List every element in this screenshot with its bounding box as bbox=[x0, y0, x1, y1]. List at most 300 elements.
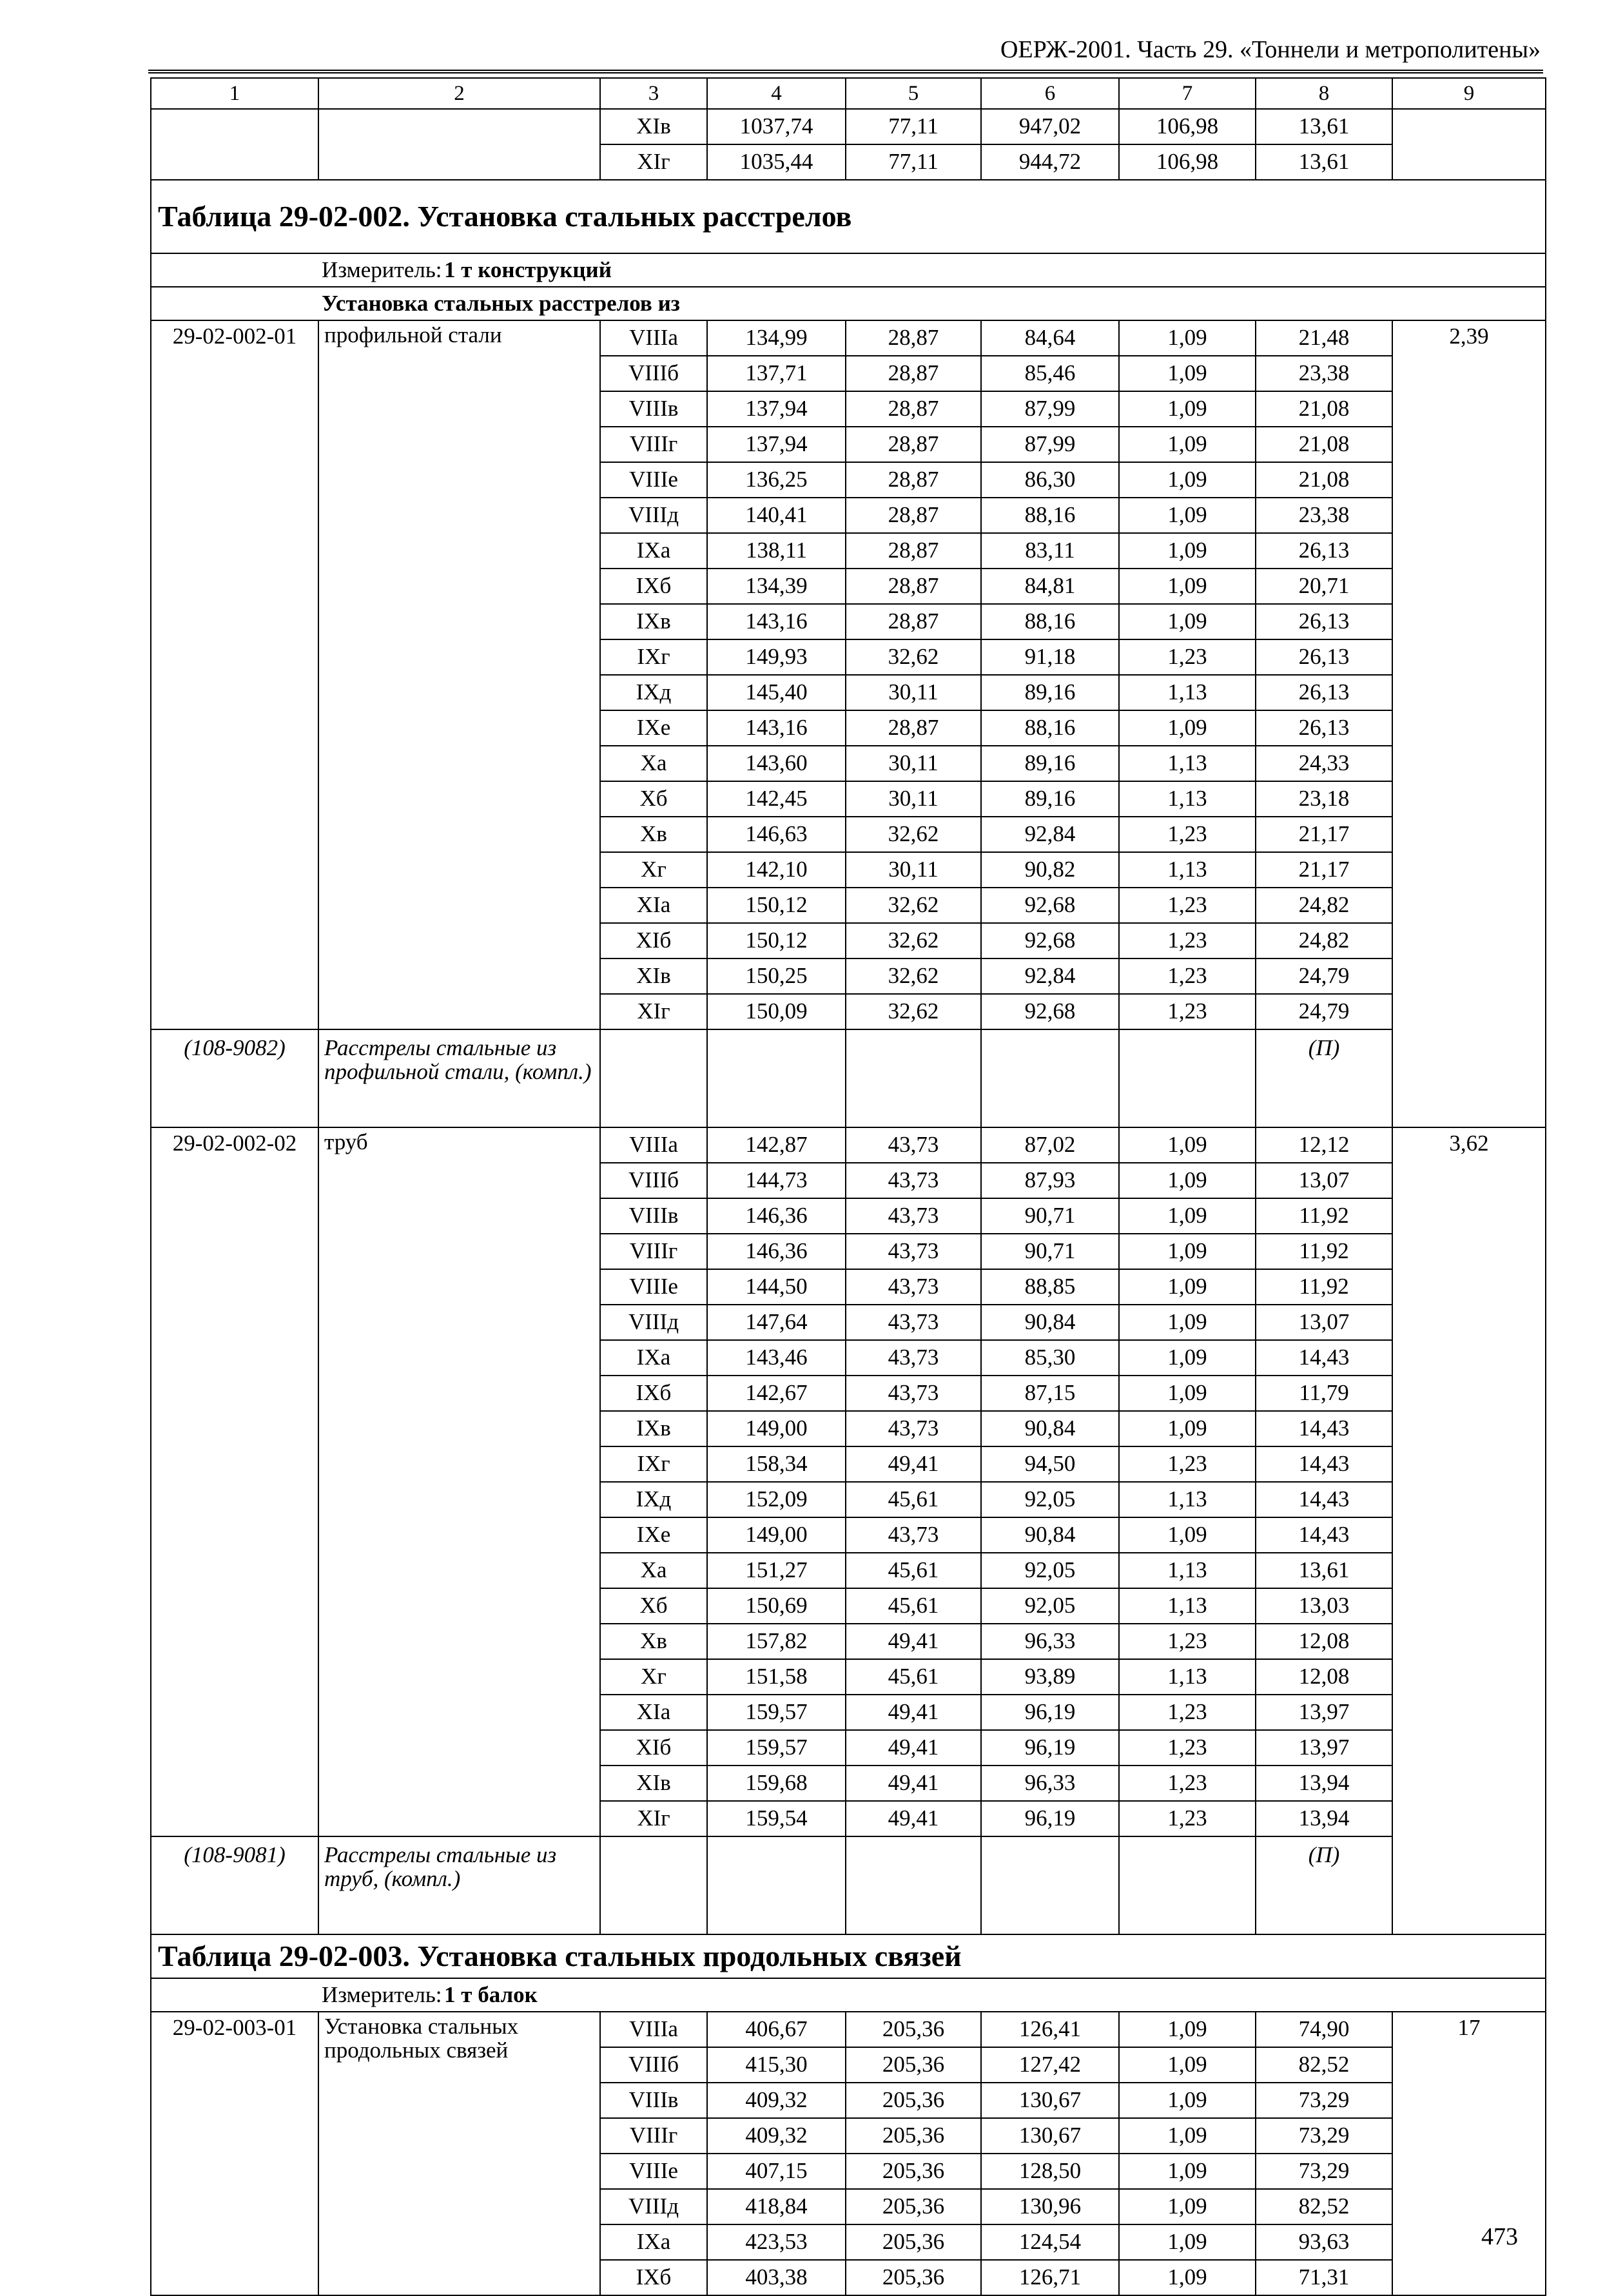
value-cell: 32,62 bbox=[846, 958, 981, 994]
value-cell: 140,41 bbox=[707, 498, 846, 533]
value-cell: 13,97 bbox=[1256, 1695, 1392, 1730]
empty-cell bbox=[707, 1029, 846, 1127]
value-cell: 43,73 bbox=[846, 1269, 981, 1305]
value-cell: 93,63 bbox=[1256, 2224, 1392, 2260]
value-cell: 94,50 bbox=[981, 1446, 1119, 1482]
zone-cell: IXе bbox=[600, 710, 707, 746]
zone-cell: Xб bbox=[600, 781, 707, 817]
value-cell: 1,13 bbox=[1119, 1659, 1256, 1695]
value-cell: 106,98 bbox=[1119, 144, 1256, 180]
zone-cell: IXг bbox=[600, 639, 707, 675]
resource-unit: (П) bbox=[1256, 1029, 1392, 1127]
value-cell: 1,09 bbox=[1119, 391, 1256, 427]
value-cell: 96,33 bbox=[981, 1766, 1119, 1801]
value-cell: 12,08 bbox=[1256, 1659, 1392, 1695]
value-cell: 1,09 bbox=[1119, 2189, 1256, 2224]
value-cell: 1,09 bbox=[1119, 1305, 1256, 1340]
column-number: 5 bbox=[846, 78, 981, 109]
value-cell: 43,73 bbox=[846, 1163, 981, 1198]
zone-cell: VIIIв bbox=[600, 2083, 707, 2118]
value-cell: 152,09 bbox=[707, 1482, 846, 1517]
value-cell: 90,84 bbox=[981, 1411, 1119, 1446]
zone-cell: XIв bbox=[600, 958, 707, 994]
value-cell: 43,73 bbox=[846, 1305, 981, 1340]
resource-name: Расстрелы стальные из труб, (компл.) bbox=[318, 1836, 600, 1934]
value-cell: 406,67 bbox=[707, 2012, 846, 2047]
zone-cell: VIIIд bbox=[600, 1305, 707, 1340]
value-cell: 23,38 bbox=[1256, 356, 1392, 391]
value-cell: 144,50 bbox=[707, 1269, 846, 1305]
value-cell: 26,13 bbox=[1256, 639, 1392, 675]
value-cell: 1,09 bbox=[1119, 356, 1256, 391]
value-cell: 26,13 bbox=[1256, 675, 1392, 710]
empty-cell bbox=[600, 1029, 707, 1127]
value-cell: 82,52 bbox=[1256, 2047, 1392, 2083]
value-cell: 49,41 bbox=[846, 1446, 981, 1482]
zone-cell: IXд bbox=[600, 675, 707, 710]
zone-cell: IXе bbox=[600, 1517, 707, 1553]
value-cell: 1035,44 bbox=[707, 144, 846, 180]
resource-code: (108-9081) bbox=[151, 1836, 318, 1934]
value-cell: 1,23 bbox=[1119, 817, 1256, 852]
value-cell: 28,87 bbox=[846, 320, 981, 356]
value-cell: 409,32 bbox=[707, 2083, 846, 2118]
value-cell: 23,38 bbox=[1256, 498, 1392, 533]
value-cell: 1,13 bbox=[1119, 1482, 1256, 1517]
zone-cell: XIб bbox=[600, 923, 707, 958]
value-cell: 205,36 bbox=[846, 2260, 981, 2295]
value-cell: 1,09 bbox=[1119, 710, 1256, 746]
value-cell: 1,09 bbox=[1119, 1411, 1256, 1446]
subheader: Установка стальных расстрелов из bbox=[151, 287, 1546, 320]
zone-cell: VIIIе bbox=[600, 1269, 707, 1305]
value-cell: 128,50 bbox=[981, 2154, 1119, 2189]
value-cell: 28,87 bbox=[846, 604, 981, 639]
zone-cell: IXа bbox=[600, 2224, 707, 2260]
table-body bbox=[151, 78, 1546, 2295]
value-cell: 84,64 bbox=[981, 320, 1119, 356]
empty-cell bbox=[1119, 1836, 1256, 1934]
value-cell: 1,23 bbox=[1119, 639, 1256, 675]
empty-cell bbox=[846, 1836, 981, 1934]
value-cell: 45,61 bbox=[846, 1553, 981, 1588]
value-cell: 1,09 bbox=[1119, 1269, 1256, 1305]
zone-cell: Xг bbox=[600, 1659, 707, 1695]
table-row bbox=[151, 109, 1546, 144]
value-cell: 74,90 bbox=[1256, 2012, 1392, 2047]
value-cell: 73,29 bbox=[1256, 2083, 1392, 2118]
value-cell: 1,13 bbox=[1119, 1588, 1256, 1624]
value-cell: 45,61 bbox=[846, 1588, 981, 1624]
zone-cell: XIг bbox=[600, 1801, 707, 1836]
value-cell: 1,09 bbox=[1119, 320, 1256, 356]
value-cell: 1,13 bbox=[1119, 746, 1256, 781]
value-cell: 43,73 bbox=[846, 1411, 981, 1446]
value-cell: 28,87 bbox=[846, 427, 981, 462]
value-cell: 92,84 bbox=[981, 817, 1119, 852]
rate-name: труб bbox=[318, 1127, 600, 1836]
value-cell: 1,13 bbox=[1119, 852, 1256, 888]
value-cell: 130,67 bbox=[981, 2083, 1119, 2118]
value-cell: 150,12 bbox=[707, 888, 846, 923]
value-cell: 137,71 bbox=[707, 356, 846, 391]
value-cell: 159,57 bbox=[707, 1730, 846, 1766]
zone-cell: IXд bbox=[600, 1482, 707, 1517]
value-cell: 43,73 bbox=[846, 1340, 981, 1376]
value-cell: 88,16 bbox=[981, 604, 1119, 639]
value-cell: 1,09 bbox=[1119, 1163, 1256, 1198]
empty-cell bbox=[151, 109, 318, 144]
measure-row bbox=[151, 253, 1546, 287]
value-cell: 1,09 bbox=[1119, 569, 1256, 604]
value-cell: 21,08 bbox=[1256, 427, 1392, 462]
value-cell: 205,36 bbox=[846, 2189, 981, 2224]
value-cell: 1,23 bbox=[1119, 1446, 1256, 1482]
value-cell: 96,19 bbox=[981, 1801, 1119, 1836]
rate-code: 29-02-003-01 bbox=[151, 2012, 318, 2295]
value-cell: 1,23 bbox=[1119, 923, 1256, 958]
empty-cell bbox=[981, 1836, 1119, 1934]
value-cell: 24,82 bbox=[1256, 888, 1392, 923]
value-cell: 1,09 bbox=[1119, 1517, 1256, 1553]
value-cell: 150,25 bbox=[707, 958, 846, 994]
value-cell: 73,29 bbox=[1256, 2154, 1392, 2189]
value-cell: 159,68 bbox=[707, 1766, 846, 1801]
value-cell: 205,36 bbox=[846, 2154, 981, 2189]
value-cell: 143,46 bbox=[707, 1340, 846, 1376]
zone-cell: Xа bbox=[600, 746, 707, 781]
value-cell: 418,84 bbox=[707, 2189, 846, 2224]
value-cell: 1,23 bbox=[1119, 1695, 1256, 1730]
value-cell: 73,29 bbox=[1256, 2118, 1392, 2154]
value-cell: 1,09 bbox=[1119, 1376, 1256, 1411]
value-cell: 1,13 bbox=[1119, 1553, 1256, 1588]
resource-unit: (П) bbox=[1256, 1836, 1392, 1934]
value-cell: 423,53 bbox=[707, 2224, 846, 2260]
value-cell: 49,41 bbox=[846, 1766, 981, 1801]
value-cell: 28,87 bbox=[846, 498, 981, 533]
value-cell: 49,41 bbox=[846, 1730, 981, 1766]
value-cell: 149,00 bbox=[707, 1517, 846, 1553]
zone-cell: VIIIг bbox=[600, 1234, 707, 1269]
value-cell: 1,09 bbox=[1119, 498, 1256, 533]
value-cell: 43,73 bbox=[846, 1517, 981, 1553]
value-cell: 14,43 bbox=[1256, 1411, 1392, 1446]
value-cell: 89,16 bbox=[981, 675, 1119, 710]
empty-cell bbox=[151, 144, 318, 180]
value-cell: 944,72 bbox=[981, 144, 1119, 180]
value-cell: 407,15 bbox=[707, 2154, 846, 2189]
rate-code: 29-02-002-01 bbox=[151, 320, 318, 1029]
estimate-table bbox=[150, 77, 1546, 2296]
value-cell: 137,94 bbox=[707, 427, 846, 462]
value-cell: 83,11 bbox=[981, 533, 1119, 569]
value-cell: 90,84 bbox=[981, 1517, 1119, 1553]
value-cell: 134,99 bbox=[707, 320, 846, 356]
value-cell: 1,23 bbox=[1119, 1801, 1256, 1836]
value-cell: 144,73 bbox=[707, 1163, 846, 1198]
measure-row bbox=[151, 1978, 1546, 2012]
value-cell: 142,10 bbox=[707, 852, 846, 888]
column-9-value: 2,39 bbox=[1392, 320, 1546, 1127]
zone-cell: VIIIа bbox=[600, 1127, 707, 1163]
value-cell: 32,62 bbox=[846, 923, 981, 958]
zone-cell: VIIIв bbox=[600, 391, 707, 427]
resource-name: Расстрелы стальные из профильной стали, (компл.) bbox=[318, 1029, 600, 1127]
table-title: Таблица 29-02-003. Установка стальных продольных связей bbox=[151, 1934, 1546, 1978]
value-cell: 1,09 bbox=[1119, 2012, 1256, 2047]
value-cell: 92,68 bbox=[981, 888, 1119, 923]
value-cell: 205,36 bbox=[846, 2224, 981, 2260]
value-cell: 92,05 bbox=[981, 1482, 1119, 1517]
zone-cell: IXг bbox=[600, 1446, 707, 1482]
value-cell: 159,54 bbox=[707, 1801, 846, 1836]
zone-cell: XIв bbox=[600, 1766, 707, 1801]
value-cell: 159,57 bbox=[707, 1695, 846, 1730]
value-cell: 28,87 bbox=[846, 391, 981, 427]
value-cell: 12,12 bbox=[1256, 1127, 1392, 1163]
empty-cell bbox=[1119, 1029, 1256, 1127]
value-cell: 13,61 bbox=[1256, 1553, 1392, 1588]
zone-cell: VIIIг bbox=[600, 2118, 707, 2154]
value-cell: 138,11 bbox=[707, 533, 846, 569]
value-cell: 158,34 bbox=[707, 1446, 846, 1482]
zone-cell: XIг bbox=[600, 144, 707, 180]
empty-cell bbox=[1392, 109, 1546, 144]
value-cell: 1,09 bbox=[1119, 533, 1256, 569]
value-cell: 124,54 bbox=[981, 2224, 1119, 2260]
value-cell: 409,32 bbox=[707, 2118, 846, 2154]
resource-code: (108-9082) bbox=[151, 1029, 318, 1127]
value-cell: 146,63 bbox=[707, 817, 846, 852]
measure-value: 1 т балок bbox=[444, 1981, 538, 2007]
value-cell: 142,87 bbox=[707, 1127, 846, 1163]
column-9-value: 3,62 bbox=[1392, 1127, 1546, 1934]
value-cell: 142,67 bbox=[707, 1376, 846, 1411]
value-cell: 32,62 bbox=[846, 639, 981, 675]
zone-cell: VIIIв bbox=[600, 1198, 707, 1234]
value-cell: 32,62 bbox=[846, 888, 981, 923]
value-cell: 77,11 bbox=[846, 109, 981, 144]
value-cell: 143,16 bbox=[707, 710, 846, 746]
value-cell: 1,09 bbox=[1119, 427, 1256, 462]
value-cell: 85,30 bbox=[981, 1340, 1119, 1376]
value-cell: 1,09 bbox=[1119, 2260, 1256, 2295]
value-cell: 85,46 bbox=[981, 356, 1119, 391]
rate-name: Установка стальных продольных связей bbox=[318, 2012, 600, 2295]
value-cell: 30,11 bbox=[846, 746, 981, 781]
column-number: 2 bbox=[318, 78, 600, 109]
empty-cell bbox=[600, 1836, 707, 1934]
zone-cell: IXб bbox=[600, 1376, 707, 1411]
value-cell: 13,61 bbox=[1256, 144, 1392, 180]
value-cell: 28,87 bbox=[846, 710, 981, 746]
value-cell: 21,08 bbox=[1256, 462, 1392, 498]
value-cell: 157,82 bbox=[707, 1624, 846, 1659]
column-number: 4 bbox=[707, 78, 846, 109]
value-cell: 96,19 bbox=[981, 1695, 1119, 1730]
value-cell: 89,16 bbox=[981, 746, 1119, 781]
value-cell: 24,79 bbox=[1256, 994, 1392, 1029]
table-row bbox=[151, 144, 1546, 180]
value-cell: 86,30 bbox=[981, 462, 1119, 498]
value-cell: 92,84 bbox=[981, 958, 1119, 994]
zone-cell: VIIIб bbox=[600, 2047, 707, 2083]
value-cell: 87,99 bbox=[981, 427, 1119, 462]
value-cell: 11,79 bbox=[1256, 1376, 1392, 1411]
value-cell: 88,85 bbox=[981, 1269, 1119, 1305]
zone-cell: VIIIб bbox=[600, 1163, 707, 1198]
value-cell: 32,62 bbox=[846, 817, 981, 852]
empty-cell bbox=[707, 1836, 846, 1934]
value-cell: 1,09 bbox=[1119, 604, 1256, 639]
table-title: Таблица 29-02-002. Установка стальных расстрелов bbox=[151, 180, 1546, 253]
value-cell: 143,16 bbox=[707, 604, 846, 639]
value-cell: 1,09 bbox=[1119, 2118, 1256, 2154]
value-cell: 21,48 bbox=[1256, 320, 1392, 356]
value-cell: 24,82 bbox=[1256, 923, 1392, 958]
value-cell: 71,31 bbox=[1256, 2260, 1392, 2295]
empty-cell bbox=[318, 109, 600, 144]
measure-cell bbox=[151, 253, 1546, 287]
zone-cell: IXа bbox=[600, 1340, 707, 1376]
empty-cell bbox=[981, 1029, 1119, 1127]
value-cell: 126,41 bbox=[981, 2012, 1119, 2047]
zone-cell: IXа bbox=[600, 533, 707, 569]
zone-cell: Xг bbox=[600, 852, 707, 888]
value-cell: 145,40 bbox=[707, 675, 846, 710]
zone-cell: IXб bbox=[600, 2260, 707, 2295]
column-number: 9 bbox=[1392, 78, 1546, 109]
value-cell: 151,58 bbox=[707, 1659, 846, 1695]
value-cell: 11,92 bbox=[1256, 1198, 1392, 1234]
value-cell: 96,33 bbox=[981, 1624, 1119, 1659]
table-title-row bbox=[151, 180, 1546, 253]
value-cell: 90,82 bbox=[981, 852, 1119, 888]
value-cell: 96,19 bbox=[981, 1730, 1119, 1766]
value-cell: 43,73 bbox=[846, 1127, 981, 1163]
value-cell: 1,23 bbox=[1119, 1766, 1256, 1801]
value-cell: 87,15 bbox=[981, 1376, 1119, 1411]
measure-label: Измеритель: bbox=[322, 1981, 442, 2007]
measure-label: Измеритель: bbox=[322, 257, 442, 282]
value-cell: 30,11 bbox=[846, 852, 981, 888]
table-row bbox=[151, 320, 1546, 356]
zone-cell: VIIIа bbox=[600, 320, 707, 356]
value-cell: 205,36 bbox=[846, 2012, 981, 2047]
value-cell: 21,17 bbox=[1256, 817, 1392, 852]
value-cell: 91,18 bbox=[981, 639, 1119, 675]
value-cell: 32,62 bbox=[846, 994, 981, 1029]
column-number: 7 bbox=[1119, 78, 1256, 109]
table-title-row bbox=[151, 1934, 1546, 1978]
zone-cell: XIа bbox=[600, 888, 707, 923]
value-cell: 1,23 bbox=[1119, 994, 1256, 1029]
measure-cell bbox=[151, 1978, 1546, 2012]
value-cell: 14,43 bbox=[1256, 1340, 1392, 1376]
value-cell: 23,18 bbox=[1256, 781, 1392, 817]
empty-cell bbox=[318, 144, 600, 180]
value-cell: 93,89 bbox=[981, 1659, 1119, 1695]
zone-cell: Xв bbox=[600, 817, 707, 852]
value-cell: 43,73 bbox=[846, 1198, 981, 1234]
value-cell: 20,71 bbox=[1256, 569, 1392, 604]
page-number: 473 bbox=[1481, 2223, 1518, 2250]
zone-cell: VIIIд bbox=[600, 498, 707, 533]
header-rule bbox=[148, 70, 1543, 73]
value-cell: 13,94 bbox=[1256, 1766, 1392, 1801]
value-cell: 89,16 bbox=[981, 781, 1119, 817]
value-cell: 21,08 bbox=[1256, 391, 1392, 427]
value-cell: 49,41 bbox=[846, 1801, 981, 1836]
value-cell: 1,09 bbox=[1119, 2047, 1256, 2083]
value-cell: 134,39 bbox=[707, 569, 846, 604]
value-cell: 14,43 bbox=[1256, 1517, 1392, 1553]
value-cell: 149,93 bbox=[707, 639, 846, 675]
value-cell: 87,93 bbox=[981, 1163, 1119, 1198]
zone-cell: VIIIа bbox=[600, 2012, 707, 2047]
value-cell: 143,60 bbox=[707, 746, 846, 781]
rate-code: 29-02-002-02 bbox=[151, 1127, 318, 1836]
empty-cell bbox=[1392, 144, 1546, 180]
value-cell: 1,23 bbox=[1119, 888, 1256, 923]
column-number: 6 bbox=[981, 78, 1119, 109]
resource-note-row bbox=[151, 1029, 1546, 1127]
value-cell: 1,23 bbox=[1119, 1730, 1256, 1766]
value-cell: 1,09 bbox=[1119, 1198, 1256, 1234]
value-cell: 92,05 bbox=[981, 1553, 1119, 1588]
value-cell: 92,68 bbox=[981, 994, 1119, 1029]
value-cell: 127,42 bbox=[981, 2047, 1119, 2083]
zone-cell: Xа bbox=[600, 1553, 707, 1588]
value-cell: 205,36 bbox=[846, 2047, 981, 2083]
zone-cell: VIIIе bbox=[600, 2154, 707, 2189]
value-cell: 150,09 bbox=[707, 994, 846, 1029]
zone-cell: Xв bbox=[600, 1624, 707, 1659]
value-cell: 1,13 bbox=[1119, 675, 1256, 710]
value-cell: 13,97 bbox=[1256, 1730, 1392, 1766]
value-cell: 415,30 bbox=[707, 2047, 846, 2083]
zone-cell: VIIIб bbox=[600, 356, 707, 391]
column-9-value: 17 bbox=[1392, 2012, 1546, 2295]
zone-cell: Xб bbox=[600, 1588, 707, 1624]
empty-cell bbox=[846, 1029, 981, 1127]
value-cell: 13,61 bbox=[1256, 109, 1392, 144]
value-cell: 28,87 bbox=[846, 356, 981, 391]
zone-cell: IXв bbox=[600, 1411, 707, 1446]
value-cell: 205,36 bbox=[846, 2118, 981, 2154]
value-cell: 147,64 bbox=[707, 1305, 846, 1340]
zone-cell: VIIIд bbox=[600, 2189, 707, 2224]
value-cell: 149,00 bbox=[707, 1411, 846, 1446]
value-cell: 28,87 bbox=[846, 462, 981, 498]
zone-cell: XIа bbox=[600, 1695, 707, 1730]
value-cell: 30,11 bbox=[846, 675, 981, 710]
value-cell: 84,81 bbox=[981, 569, 1119, 604]
value-cell: 1,23 bbox=[1119, 1624, 1256, 1659]
value-cell: 1,09 bbox=[1119, 2224, 1256, 2260]
value-cell: 88,16 bbox=[981, 498, 1119, 533]
value-cell: 14,43 bbox=[1256, 1482, 1392, 1517]
table-row bbox=[151, 2012, 1546, 2047]
value-cell: 88,16 bbox=[981, 710, 1119, 746]
value-cell: 49,41 bbox=[846, 1695, 981, 1730]
value-cell: 90,71 bbox=[981, 1198, 1119, 1234]
value-cell: 43,73 bbox=[846, 1234, 981, 1269]
value-cell: 130,67 bbox=[981, 2118, 1119, 2154]
zone-cell: VIIIг bbox=[600, 427, 707, 462]
zone-cell: VIIIе bbox=[600, 462, 707, 498]
